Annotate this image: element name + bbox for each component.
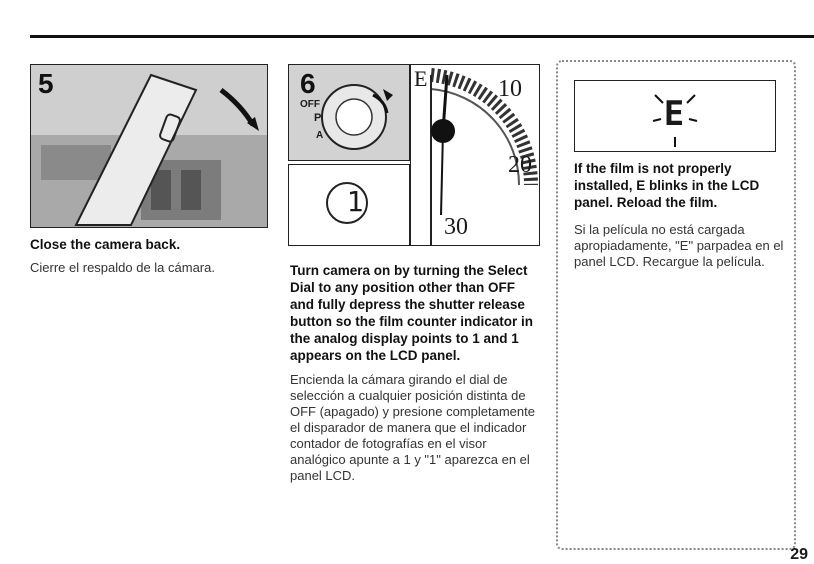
step5-illustration [30, 64, 268, 228]
counter-label-10: 10 [498, 76, 522, 102]
step-number: 5 [38, 68, 54, 99]
page-number: 29 [790, 546, 808, 563]
note-es: Si la película no está cargada apropiadamente, "E" parpadea en el panel LCD. Recargue la película. [574, 222, 784, 269]
note-en: If the film is not properly installed, E blinks in the LCD panel. Reload the film. [574, 161, 760, 210]
counter-label-20: 20 [508, 152, 532, 178]
counter-label-30: 30 [444, 214, 468, 240]
dial-label-p: P [314, 112, 322, 124]
camera-back-closing-image [31, 65, 267, 227]
lcd-blinking-symbol: E [663, 94, 685, 134]
step5-instruction-es: Cierre el respaldo de la cámara. [30, 260, 215, 275]
step5-instruction-en: Close the camera back. [30, 237, 181, 252]
step6-instruction-en: Turn camera on by turning the Select Dial to any position other than OFF and fully depress the shutter release button so the film counter indicator in the analog display points to 1 and 1 appears on the LCD panel. [290, 263, 533, 363]
dial-label-a: A [316, 130, 324, 141]
lcd-counter-digit: 1 [346, 185, 364, 218]
counter-label-e: E [414, 66, 428, 91]
step6-instruction-es: Encienda la cámara girando el dial de selección a cualquier posición distinta de OFF (apagado) y presione completamente el disparador de manera que el indicador contador de fotografías en el visor analógico apunte a 1 y "1" aparezca en el panel LCD. [290, 372, 535, 483]
top-rule [30, 35, 814, 38]
step-number: 6 [300, 68, 316, 99]
dial-label-off: OFF [300, 99, 320, 110]
